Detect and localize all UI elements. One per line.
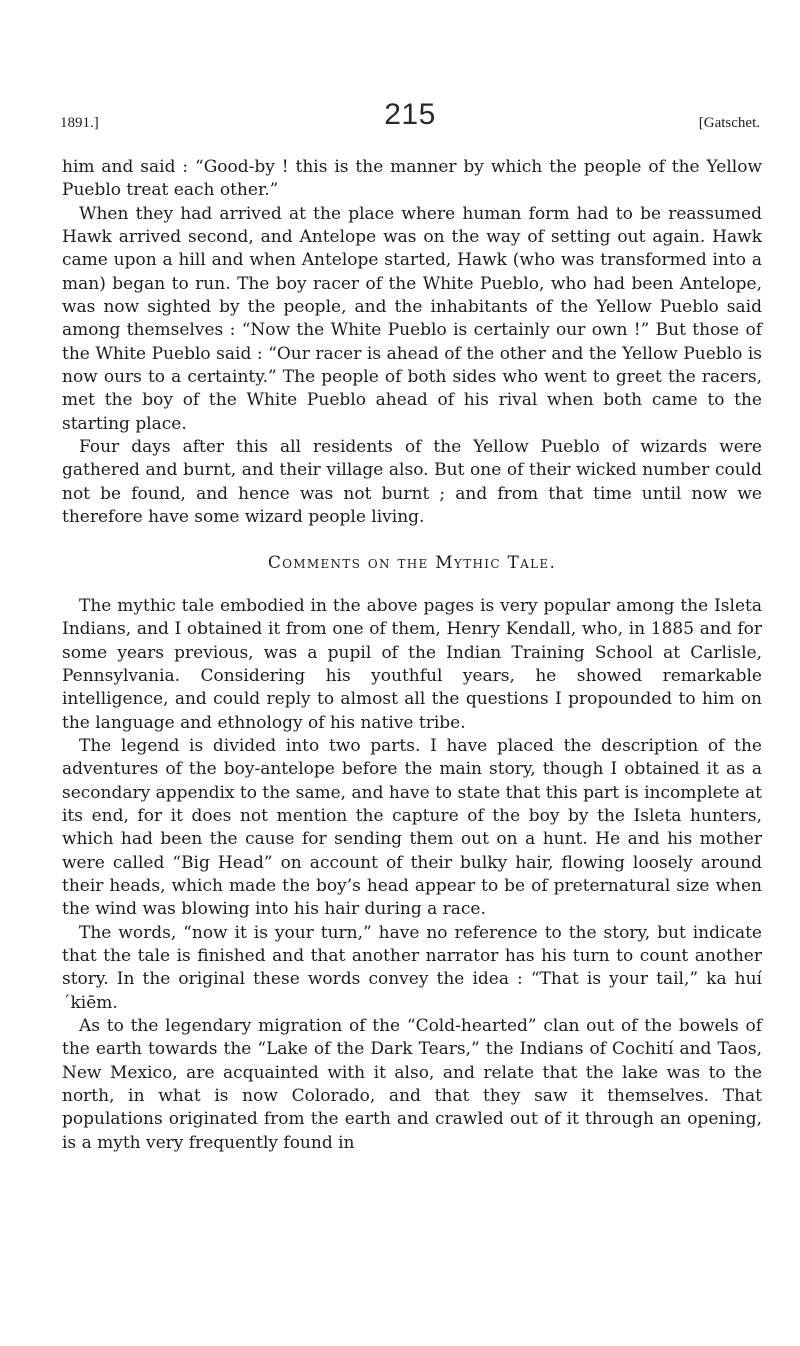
paragraph: The mythic tale embodied in the above pages is very popular among the Isleta Indians, and I obtained it from one of them, Henry Kendall, who, in 1885 and for some years previous, was a pupil of the Indian Training School at Carlisle, Pennsylvania. Considering his youthful years, he showed remarkable intelligence, and could reply to almost all the questions I propounded to him on the language and ethnology of his native tribe. — [62, 595, 762, 733]
paragraph-continued: him and said : “Good-by ! this is the manner by which the people of the Yellow Pueblo treat each other.” — [62, 157, 762, 201]
main-text — [62, 156, 762, 1155]
paragraph: The legend is divided into two parts. I have placed the description of the adventures of the boy-antelope before the main story, though I obtained it as a secondary appendix to the same, and have to state that this part is incomplete at its end, for it does not mention the capture of the boy by the Isleta hunters, which had been the cause for sending them out on a hunt. He and his mother were called “Big Head” on account of their bulky hair, flowing loosely around their heads, which made the boy’s head appear to be of preternatural size when the wind was blowing into his hair during a race. — [62, 735, 762, 920]
paragraph: Four days after this all residents of the Yellow Pueblo of wizards were gathered and burnt, and their village also. But one of their wicked number could not be found, and hence was not burnt ; and from that time until now we therefore have some wizard people living. — [62, 437, 762, 528]
header-author: [Gatschet. — [698, 115, 760, 131]
section-heading: Comments on the Mythic Tale. — [267, 552, 557, 573]
page-number: 215 — [384, 98, 436, 131]
paragraph: As to the legendary migration of the “Cold-hearted” clan out of the bowels of the earth towards the “Lake of the Dark Tears,” the Indians of Cochití and Taos, New Mexico, are acquainted with it also, and relate that the lake was to the north, in what is now Colorado, and that they saw it themselves. That populations originated from the earth and crawled out of it through an opening, is a myth very frequently found in — [62, 1016, 762, 1153]
running-header — [60, 98, 760, 138]
header-year: 1891.] — [60, 115, 99, 131]
paragraph: When they had arrived at the place where human form had to be reassumed Hawk arrived second, and Antelope was on the way of setting out again. Hawk came upon a hill and when Antelope started, Hawk (who was transformed into a man) began to run. The boy racer of the White Pueblo, who had been Antelope, was now sighted by the people, and the inhabitants of the Yellow Pueblo said among themselves : “Now the White Pueblo is certainly our own !” But those of the White Pueblo said : “Our racer is ahead of the other and the Yellow Pueblo is now ours to a certainty.” The people of both sides who went to greet the racers, met the boy of the White Pueblo ahead of his rival when both came to the starting place. — [62, 203, 762, 434]
paragraph: The words, “now it is your turn,” have no reference to the story, but indicate that the tale is finished and that another narrator has his turn to count another story. In the original these words convey the idea : “That is your tail,” ka huí´kiēm. — [62, 922, 762, 1013]
